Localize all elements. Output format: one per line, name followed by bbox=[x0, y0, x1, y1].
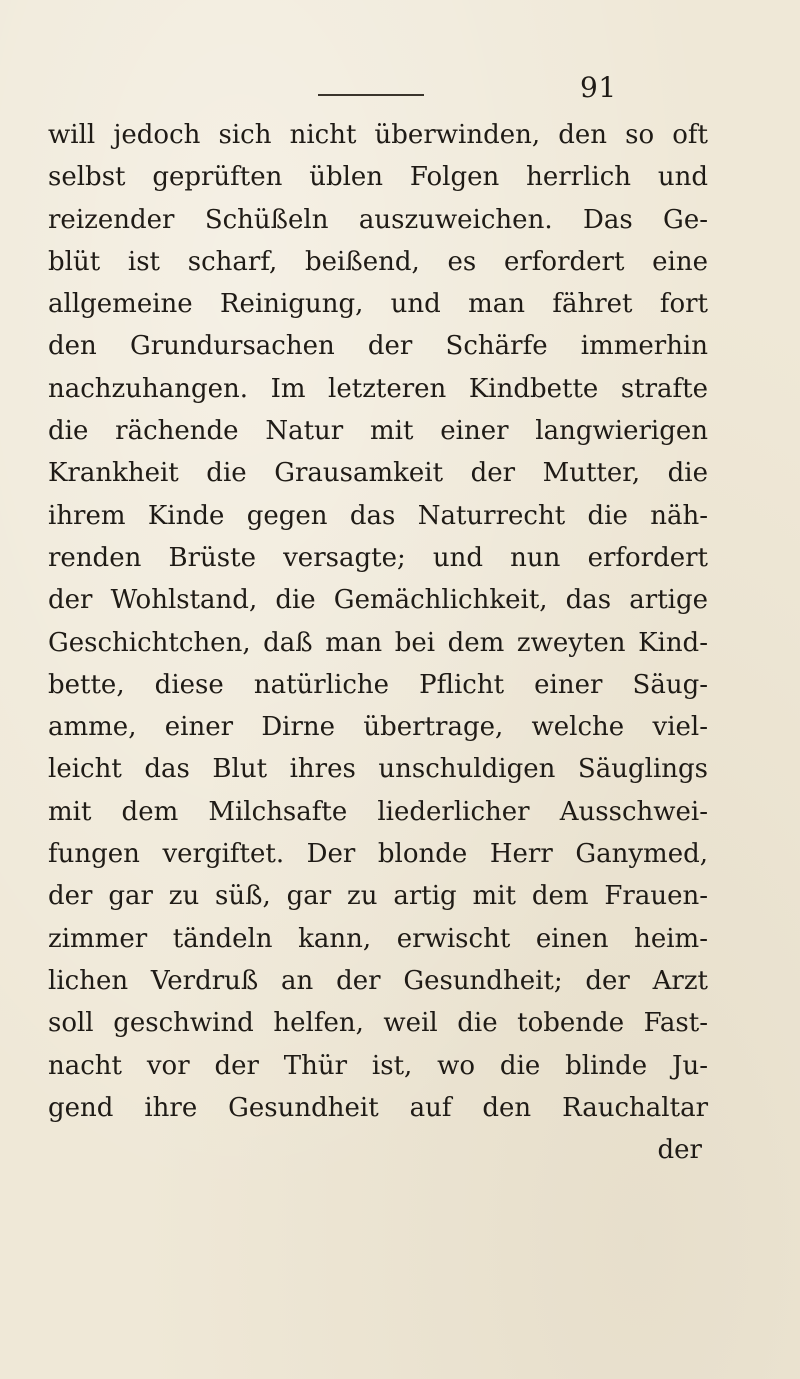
text-line: renden Brüste versagte; und nun erfordert bbox=[48, 542, 708, 573]
text-line: will jedoch sich nicht überwinden, den so oft bbox=[48, 120, 708, 150]
header-rule bbox=[318, 94, 424, 96]
text-line: den Grundursachen der Schärfe immerhin bbox=[48, 331, 708, 362]
text-line: amme, einer Dirne übertrage, welche viel- bbox=[48, 712, 708, 743]
text-line: nacht vor der Thür ist, wo die blinde Ju- bbox=[48, 1050, 708, 1081]
text-line: zimmer tändeln kann, erwischt einen heim- bbox=[48, 923, 708, 954]
text-line: Geschichtchen, daß man bei dem zweyten Kind- bbox=[48, 627, 708, 658]
text-line: nachzuhangen. Im letzteren Kindbette strafte bbox=[48, 373, 708, 404]
page-number: 91 bbox=[580, 71, 617, 104]
body-text bbox=[48, 114, 708, 1171]
text-line: Krankheit die Grausamkeit der Mutter, die bbox=[48, 458, 708, 489]
text-line: allgemeine Reinigung, und man fähret fort bbox=[48, 289, 708, 320]
text-line: reizender Schüßeln auszuweichen. Das Ge- bbox=[48, 204, 708, 235]
text-line: lichen Verdruß an der Gesundheit; der Arzt bbox=[48, 965, 708, 996]
text-line: mit dem Milchsafte liederlicher Ausschwei- bbox=[48, 796, 708, 827]
catchword: der bbox=[657, 1135, 702, 1166]
text-line: gend ihre Gesundheit auf den Rauchaltar bbox=[48, 1092, 708, 1123]
text-line: der gar zu süß, gar zu artig mit dem Frauen- bbox=[48, 881, 708, 912]
text-line: der Wohlstand, die Gemächlichkeit, das artige bbox=[48, 585, 708, 616]
text-line: blüt ist scharf, beißend, es erfordert eine bbox=[48, 246, 708, 277]
text-line: selbst geprüften üblen Folgen herrlich und bbox=[48, 162, 708, 193]
text-line: bette, diese natürliche Pflicht einer Säug- bbox=[48, 669, 708, 700]
text-line: soll geschwind helfen, weil die tobende Fast- bbox=[48, 1008, 708, 1039]
text-line: ihrem Kinde gegen das Naturrecht die näh- bbox=[48, 500, 708, 531]
text-line: fungen vergiftet. Der blonde Herr Ganymed, bbox=[48, 839, 708, 870]
text-line: leicht das Blut ihres unschuldigen Säuglings bbox=[48, 754, 708, 785]
text-line: die rächende Natur mit einer langwierigen bbox=[48, 416, 708, 447]
